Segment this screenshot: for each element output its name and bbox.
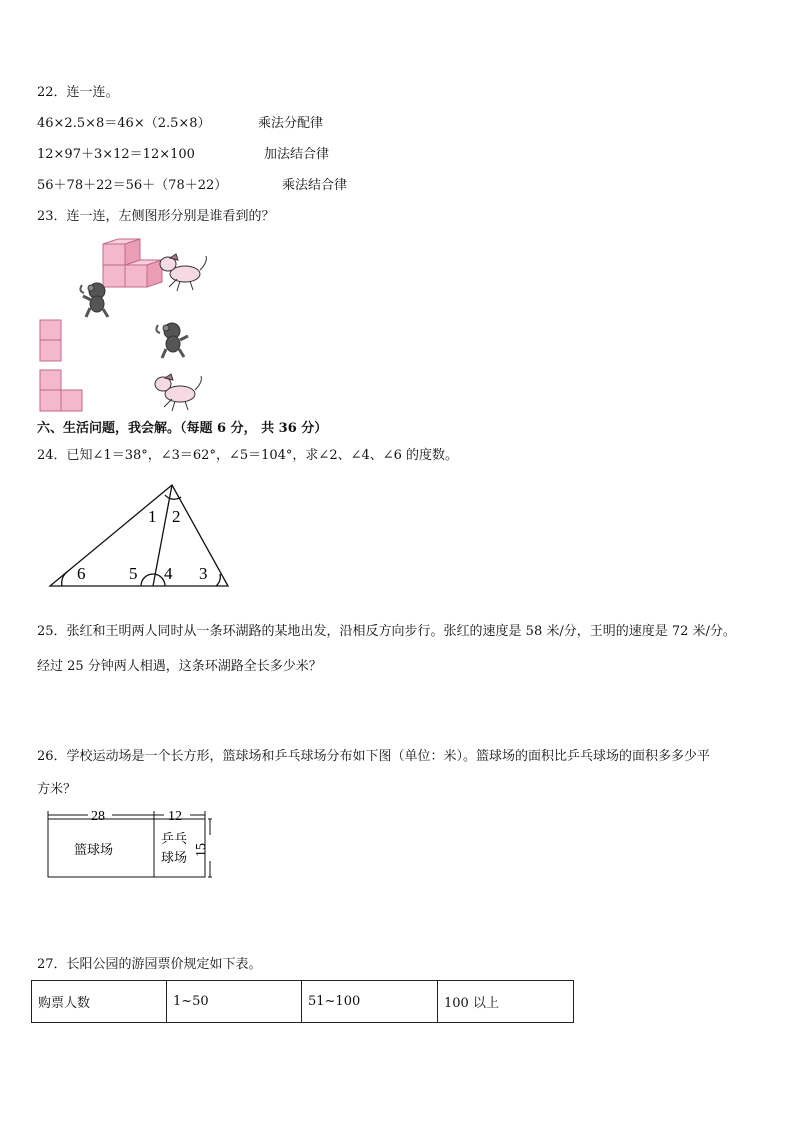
monkey-icon	[80, 283, 108, 317]
triangle-figure	[44, 480, 244, 590]
table-cell-header: 购票人数	[32, 981, 167, 1023]
pingpong-label-line2: 球场	[161, 851, 188, 866]
dimension-12: 12	[168, 809, 182, 824]
section6-title: 六、生活问题，我会解。（每题 6 分， 共 36 分）	[37, 421, 328, 436]
front-view-shape	[40, 320, 61, 361]
q22-law-1: 乘法分配律	[258, 116, 324, 131]
angle-label-4: 4	[164, 564, 173, 583]
angle-label-3: 3	[199, 564, 208, 583]
q25-line2: 经过 25 分钟两人相遇，这条环湖路全长多少米？	[37, 659, 322, 674]
basketball-court-label: 篮球场	[74, 843, 114, 858]
angle-label-2: 2	[172, 507, 181, 526]
q23-figure	[30, 236, 270, 416]
dog-icon-2	[155, 374, 201, 411]
q23-title: 23．连一连，左侧图形分别是谁看到的？	[37, 209, 275, 224]
table-cell-range-3: 100 以上	[438, 981, 574, 1023]
field-diagram	[44, 805, 229, 885]
table-cell-range-1: 1~50	[167, 981, 302, 1023]
dimension-15: 15	[194, 843, 209, 857]
q24-title: 24．已知∠1＝38°，∠3＝62°，∠5＝104°，求∠2、∠4、∠6 的度数。	[37, 448, 459, 463]
table-row	[32, 981, 574, 1023]
q26-line2: 方米？	[37, 782, 77, 797]
q22-expr-1: 46×2.5×8＝46×（2.5×8）	[37, 116, 211, 131]
angle-label-5: 5	[129, 564, 138, 583]
table-cell-range-2: 51~100	[302, 981, 438, 1023]
q27-title: 27．长阳公园的游园票价规定如下表。	[37, 957, 262, 972]
q22-title: 22．连一连。	[37, 85, 119, 100]
q22-law-3: 乘法结合律	[282, 178, 348, 193]
cube-stack-illustration	[103, 239, 162, 287]
ticket-price-table	[31, 980, 574, 1023]
q26-line1: 26．学校运动场是一个长方形，篮球场和乒乓球场分布如下图（单位：米）。篮球场的面积比乒乓球场的面积多多少平	[37, 749, 711, 764]
q22-law-2: 加法结合律	[264, 147, 330, 162]
angle-label-1: 1	[148, 507, 157, 526]
q22-expr-2: 12×97＋3×12＝12×100	[37, 147, 195, 162]
q25-line1: 25．张红和王明两人同时从一条环湖路的某地出发，沿相反方向步行。张红的速度是 58 米/分，王明的速度是 72 米/分。	[37, 624, 736, 639]
l-shape-view	[40, 370, 82, 411]
monkey-icon-2	[156, 323, 188, 358]
q22-expr-3: 56＋78＋22＝56＋（78＋22）	[37, 178, 228, 193]
angle-label-6: 6	[77, 564, 86, 583]
dimension-28: 28	[91, 809, 105, 824]
dog-icon	[160, 254, 206, 291]
pingpong-label-line1: 乒乓	[161, 832, 188, 847]
